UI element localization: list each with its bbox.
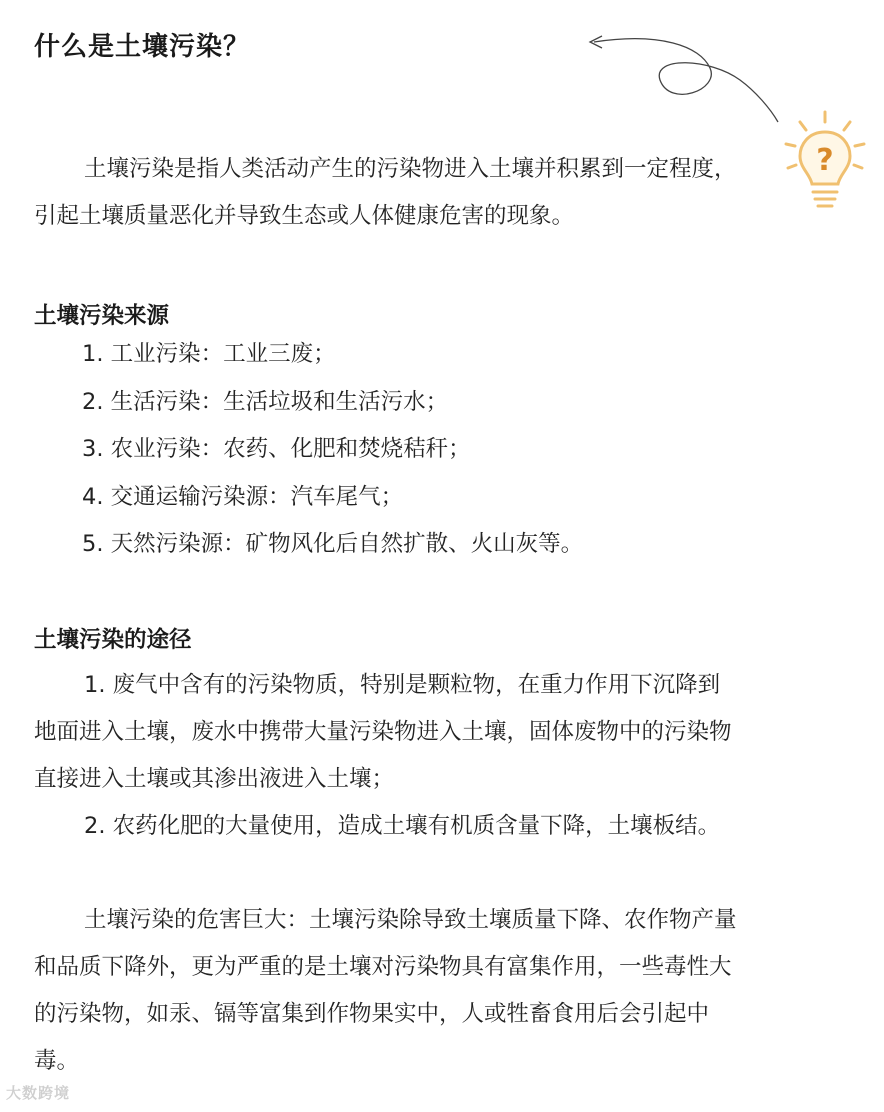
- list-item: 1. 工业污染：工业三废；: [82, 341, 336, 367]
- page-title: 什么是土壤污染？: [34, 32, 251, 62]
- list-item: 4. 交通运输污染源：汽车尾气；: [82, 483, 404, 510]
- pathways-heading: 土壤污染的途径: [34, 627, 192, 653]
- sources-heading: 土壤污染来源: [34, 303, 170, 329]
- pathway-item-2: 2. 农药化肥的大量使用，造成土壤有机质含量下降，土壤板结。: [84, 813, 721, 839]
- question-mark: ?: [816, 143, 834, 178]
- harm-paragraph: 土壤污染的危害巨大：土壤污染除导致土壤质量下降、农作物产量和品质下降外，更为严重的是土壤对污染物具有富集作用，一些毒性大的污染物，如汞、镉等富集到作物果实中，人或牲畜食用后会引起中毒。: [34, 907, 737, 1074]
- watermark-logo: 大数跨境: [6, 1084, 71, 1102]
- list-item: 2. 生活污染：生活垃圾和生活污水；: [82, 388, 449, 415]
- sources-list: [82, 331, 583, 569]
- list-item: 3. 农业污染：农药、化肥和焚烧秸秆；: [82, 436, 471, 462]
- definition-paragraph: 土壤污染是指人类活动产生的污染物进入土壤并积累到一定程度，引起土壤质量恶化并导致生态或人体健康危害的现象。: [34, 156, 737, 229]
- lightbulb-question-icon: [782, 108, 872, 218]
- pathway-item-1: 1. 废气中含有的污染物质，特别是颗粒物，在重力作用下沉降到地面进入土壤，废水中携带大量污染物进入土壤，固体废物中的污染物直接进入土壤或其渗出液进入土壤；: [34, 672, 732, 792]
- list-item: 5. 天然污染源：矿物风化后自然扩散、火山灰等。: [82, 531, 584, 557]
